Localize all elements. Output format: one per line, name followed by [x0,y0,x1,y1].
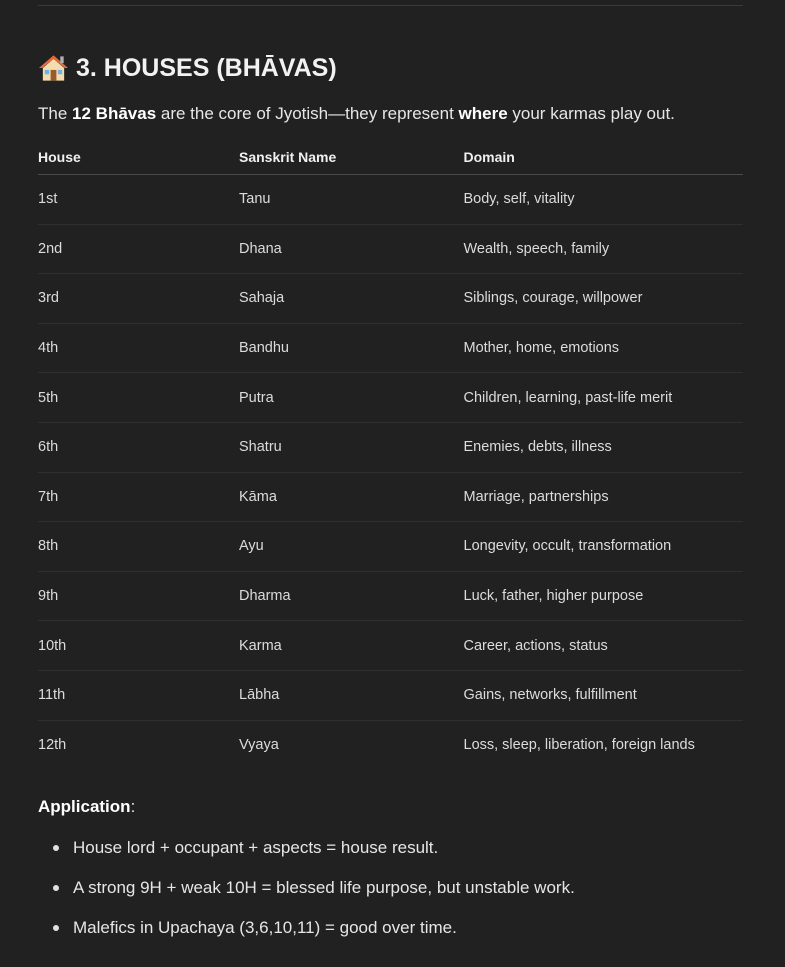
section-heading [38,50,337,86]
table-row [38,721,743,771]
table-row [38,423,743,473]
cell-house: 12th [38,737,67,754]
cell-house: 6th [38,439,59,456]
list-item-text: A strong 9H + weak 10H = blessed life purpose, but unstable work. [73,878,575,897]
list-item [38,908,575,948]
header-sanskrit-name: Sanskrit Name [239,149,337,165]
cell-domain: Career, actions, status [463,637,608,654]
bullet-icon [53,885,59,891]
intro-prefix: The [38,104,73,123]
cell-house: 11th [38,687,66,704]
cell-sanskrit-name: Kāma [239,488,277,505]
cell-sanskrit-name: Bandhu [239,340,289,357]
cell-domain: Gains, networks, fulfillment [463,687,637,704]
cell-sanskrit-name: Putra [239,389,274,406]
table-row [38,274,743,324]
house-icon [38,53,69,83]
cell-sanskrit-name: Tanu [239,191,271,208]
table-row [38,324,743,374]
intro-suffix: your karmas play out. [507,104,675,123]
intro-paragraph [38,102,675,126]
header-house: House [38,149,81,165]
table-row [38,621,743,671]
cell-domain: Enemies, debts, illness [463,439,612,456]
cell-sanskrit-name: Vyaya [239,737,279,754]
table-row [38,522,743,572]
cell-domain: Body, self, vitality [463,191,575,208]
cell-sanskrit-name: Ayu [239,538,264,555]
table-row [38,671,743,721]
cell-domain: Children, learning, past-life merit [463,389,673,406]
cell-sanskrit-name: Lābha [239,687,280,704]
application-label [38,797,135,817]
intro-bold-where: where [458,104,508,123]
cell-house: 9th [38,588,59,605]
list-item-text: House lord + occupant + aspects = house result. [73,838,439,857]
cell-house: 8th [38,538,59,555]
table-row [38,373,743,423]
cell-house: 1st [38,191,58,208]
table-body [38,175,743,770]
houses-table [38,140,743,770]
cell-house: 7th [38,488,59,505]
cell-sanskrit-name: Sahaja [239,290,285,307]
cell-domain: Mother, home, emotions [463,340,620,357]
bullet-icon [53,845,59,851]
application-label-text: Application [38,797,131,816]
application-colon: : [130,797,136,816]
table-row [38,225,743,275]
cell-house: 2nd [38,240,63,257]
list-item-text: Malefics in Upachaya (3,6,10,11) = good over time. [73,918,457,937]
section-divider [38,5,743,6]
cell-house: 5th [38,389,59,406]
intro-middle: are the core of Jyotish—they represent [156,104,459,123]
table-row [38,572,743,622]
header-domain: Domain [463,149,515,165]
cell-sanskrit-name: Shatru [239,439,282,456]
cell-domain: Siblings, courage, willpower [463,290,643,307]
cell-domain: Wealth, speech, family [463,240,610,257]
intro-bold-bhavas: 12 Bhāvas [72,104,157,123]
table-row [38,175,743,225]
table-header [38,140,743,175]
cell-sanskrit-name: Karma [239,637,282,654]
cell-house: 3rd [38,290,59,307]
application-list [38,828,575,948]
list-item [38,868,575,908]
cell-sanskrit-name: Dhana [239,240,282,257]
cell-domain: Marriage, partnerships [463,488,609,505]
list-item [38,828,575,868]
cell-domain: Loss, sleep, liberation, foreign lands [463,737,695,754]
cell-domain: Luck, father, higher purpose [463,588,644,605]
cell-domain: Longevity, occult, transformation [463,538,672,555]
cell-house: 4th [38,340,59,357]
cell-sanskrit-name: Dharma [239,588,291,605]
table-row [38,473,743,523]
bullet-icon [53,925,59,931]
section-title: 3. HOUSES (BHĀVAS) [76,53,337,82]
cell-house: 10th [38,637,67,654]
